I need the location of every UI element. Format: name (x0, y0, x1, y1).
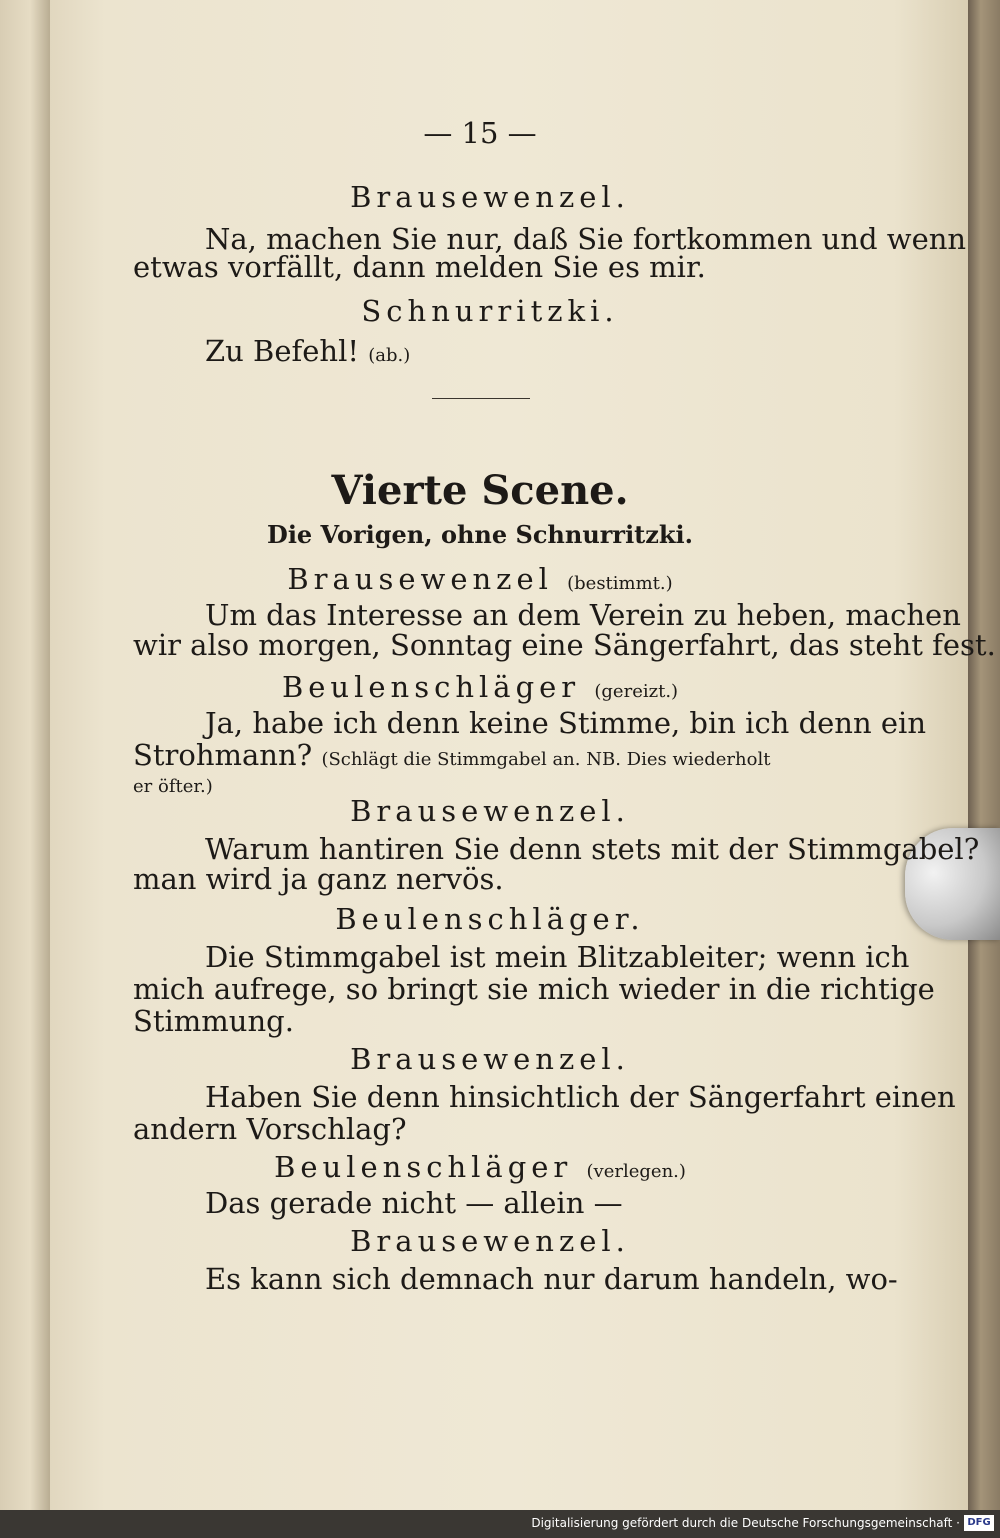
speaker-name: Brausewenzel (287, 562, 553, 596)
dialogue-line: andern Vorschlag? (133, 1112, 407, 1146)
speaker-brausewenzel: Brausewenzel. (350, 1042, 630, 1076)
scene-heading: Vierte Scene. (331, 467, 629, 514)
speaker-beulenschlaeger (250, 670, 710, 709)
stage-direction: (bestimmt.) (567, 573, 673, 594)
dialogue-line: Um das Interesse an dem Verein zu heben, machen (205, 598, 961, 632)
dialogue-line (133, 738, 770, 777)
page-number: — 15 — (423, 116, 537, 150)
speaker-brausewenzel: Brausewenzel. (350, 794, 630, 828)
dialogue-line: etwas vorfällt, dann melden Sie es mir. (133, 250, 706, 284)
dialogue-line: mich aufrege, so bringt sie mich wieder in die richtige (133, 972, 935, 1006)
section-divider (432, 398, 530, 399)
dialogue-text: Zu Befehl! (205, 334, 360, 368)
dialogue-line: Die Stimmgabel ist mein Blitzableiter; wenn ich (205, 940, 910, 974)
dialogue-line: Es kann sich demnach nur darum handeln, wo- (205, 1262, 898, 1296)
speaker-beulenschlaeger: Beulenschläger. (335, 902, 645, 936)
previous-page-edge (0, 0, 50, 1510)
dfg-logo-icon: DFG (964, 1515, 994, 1531)
speaker-schnurritzki: Schnurritzki. (361, 294, 619, 328)
footer-bar (0, 1510, 1000, 1538)
dialogue-line: wir also morgen, Sonntag eine Sängerfahrt, das steht fest. (133, 628, 996, 662)
dialogue-line: Haben Sie denn hinsichtlich der Sängerfahrt einen (205, 1080, 956, 1114)
dialogue-line: man wird ja ganz nervös. (133, 862, 504, 896)
stage-direction: er öfter.) (133, 776, 213, 797)
speaker-beulenschlaeger (250, 1150, 710, 1189)
speaker-name: Beulenschläger (274, 1150, 573, 1184)
speaker-brausewenzel (250, 562, 710, 601)
funding-credit: Digitalisierung gefördert durch die Deutsche Forschungsgemeinschaft · (531, 1516, 960, 1530)
dialogue-line: Stimmung. (133, 1004, 294, 1038)
dialogue-text: Strohmann? (133, 738, 313, 772)
speaker-brausewenzel: Brausewenzel. (350, 1224, 630, 1258)
dialogue-line: Warum hantiren Sie denn stets mit der Stimmgabel? (205, 832, 980, 866)
dialogue-line: Ja, habe ich denn keine Stimme, bin ich denn ein (205, 706, 926, 740)
dialogue-line (205, 334, 410, 373)
stage-direction: (verlegen.) (586, 1161, 686, 1182)
speaker-brausewenzel: Brausewenzel. (350, 180, 630, 214)
stage-direction: (Schlägt die Stimmgabel an. NB. Dies wiederholt (321, 749, 771, 770)
speaker-name: Beulenschläger (281, 670, 581, 704)
page-stack-edge (968, 0, 1000, 1510)
stage-direction: (gereizt.) (594, 681, 679, 702)
scene-cast: Die Vorigen, ohne Schnurritzki. (267, 520, 693, 549)
dialogue-line: Na, machen Sie nur, daß Sie fortkommen und wenn (205, 222, 967, 256)
stage-direction: (ab.) (368, 345, 411, 366)
dialogue-line: Das gerade nicht — allein — (205, 1186, 623, 1220)
